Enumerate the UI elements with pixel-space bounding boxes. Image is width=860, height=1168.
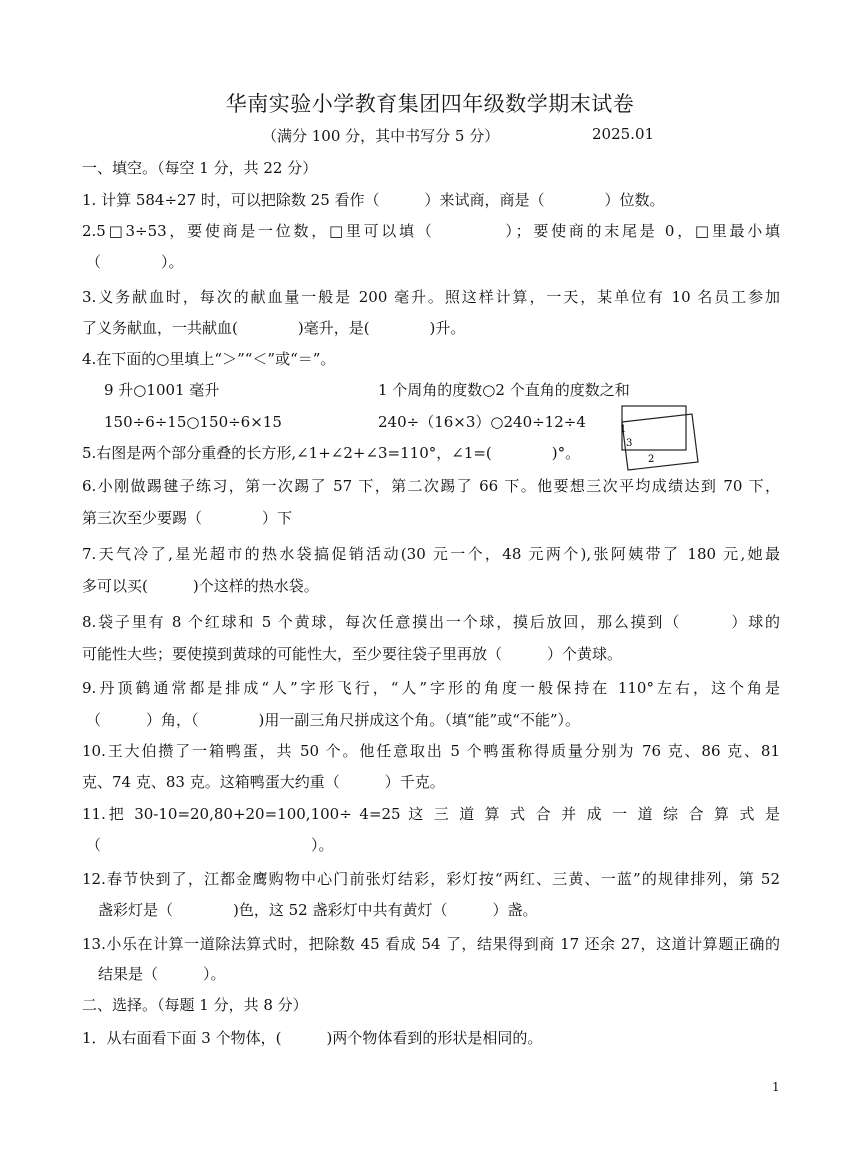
- page-title: 华南实验小学教育集团四年级数学期末试卷: [225, 92, 635, 116]
- question-7-line-1: 7.天气冷了,星光超市的热水袋搞促销活动(30 元一个，48 元两个),张阿姨带了 180 元,她最: [82, 545, 780, 563]
- question-3-line-2: 了义务献血，一共献血( )毫升，是( )升。: [82, 319, 466, 337]
- question-6-line-2: 第三次至少要踢（ ）下: [82, 509, 293, 527]
- question-12-line-2: 盏彩灯是（ )色，这 52 盏彩灯中共有黄灯（ ）盏。: [98, 901, 538, 919]
- question-4-item-c: 150÷6÷15○150÷6×15: [104, 413, 282, 431]
- question-4-item-d: 240÷（16×3）○240÷12÷4: [378, 413, 586, 431]
- question-9-line-2: （ ）角，（ )用一副三角尺拼成这个角。（填“能”或“不能”）。: [86, 711, 581, 729]
- angle-3-label: 3: [626, 438, 633, 449]
- question-8-line-2: 可能性大些；要使摸到黄球的可能性大，至少要往袋子里再放（ ）个黄球。: [82, 645, 623, 663]
- page-number: 1: [772, 1080, 780, 1094]
- question-6-line-1: 6.小刚做踢毽子练习，第一次踢了 57 下，第二次踢了 66 下。他要想三次平均成绩达到 70 下，: [82, 477, 780, 495]
- question-9-line-1: 9.丹顶鹤通常都是排成“人”字形飞行，“人”字形的角度一般保持在 110°左右，这个角是: [82, 679, 780, 697]
- question-8-line-1: 8.袋子里有 8 个红球和 5 个黄球，每次任意摸出一个球，摸后放回，那么摸到（ ）球的: [82, 613, 780, 631]
- question-7-line-2: 多可以买( )个这样的热水袋。: [82, 577, 319, 595]
- question-10-line-2: 克、74 克、83 克。这箱鸭蛋大约重（ ）千克。: [82, 773, 445, 791]
- section-heading-multiple-choice: 二、选择。（每题 1 分，共 8 分）: [82, 996, 308, 1014]
- question-10-line-1: 10.王大伯攒了一箱鸭蛋，共 50 个。他任意取出 5 个鸭蛋称得质量分别为 76 克、86 克、81: [82, 742, 780, 760]
- question-11-line-1: 11.把 30-10=20,80+20=100,100÷ 4=25 这 三 道 算 式 合 并 成 一 道 综 合 算 式 是: [82, 805, 780, 823]
- overlapping-rectangles-figure: [616, 404, 702, 474]
- question-2-line-1: 2.5□3÷53，要使商是一位数，□里可以填（ ）；要使商的末尾是 0，□里最小填: [82, 222, 780, 240]
- choice-question-1: 1．从右面看下面 3 个物体，( )两个物体看到的形状是相同的。: [82, 1029, 543, 1047]
- question-5: 5.右图是两个部分重叠的长方形,∠1+∠2+∠3=110°，∠1=( )°。: [82, 444, 581, 462]
- exam-date: 2025.01: [592, 125, 655, 143]
- question-1: 1. 计算 584÷27 时，可以把除数 25 看作（ ）来试商，商是（ ）位数。: [82, 191, 665, 209]
- exam-subtitle: （满分 100 分，其中书写分 5 分）: [262, 127, 500, 145]
- question-13-line-2: 结果是（ ）。: [98, 965, 226, 983]
- question-4-item-a: 9 升○1001 毫升: [104, 381, 220, 399]
- question-2-line-2: （ ）。: [86, 253, 184, 271]
- angle-2-label: 2: [648, 454, 655, 465]
- section-heading-fill-in: 一、填空。（每空 1 分，共 22 分）: [82, 159, 318, 177]
- question-11-line-2: （ ）。: [86, 836, 334, 854]
- question-4-intro: 4.在下面的○里填上“＞”“＜”或“＝”。: [82, 350, 336, 368]
- question-13-line-1: 13.小乐在计算一道除法算式时，把除数 45 看成 54 了，结果得到商 17 还余 27，这道计算题正确的: [82, 935, 780, 953]
- angle-1-label: 1: [620, 424, 627, 435]
- question-4-item-b: 1 个周角的度数○2 个直角的度数之和: [378, 381, 630, 399]
- question-3-line-1: 3.义务献血时，每次的献血量一般是 200 毫升。照这样计算，一天，某单位有 10 名员工参加: [82, 288, 780, 306]
- question-12-line-1: 12.春节快到了，江都金鹰购物中心门前张灯结彩，彩灯按“两红、三黄、一蓝”的规律排列，第 52: [82, 870, 780, 888]
